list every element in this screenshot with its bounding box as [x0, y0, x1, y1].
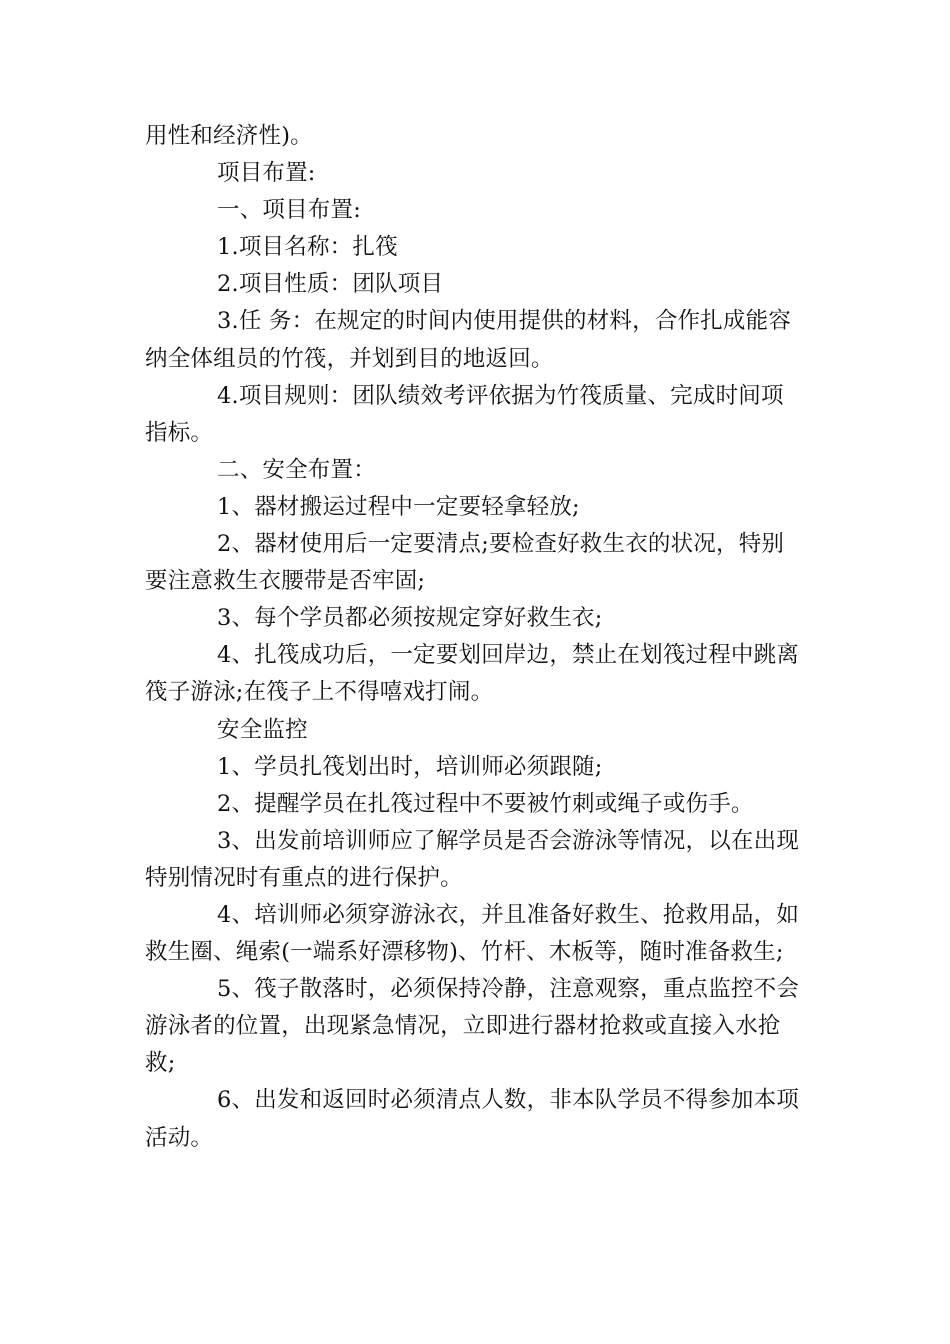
- list-item-monitoring-2: 2、提醒学员在扎筏过程中不要被竹刺或绳子或伤手。: [217, 790, 754, 817]
- list-item-project-nature: 2.项目性质：团队项目: [217, 271, 444, 298]
- list-item-monitoring-6: 6、出发和返回时必须清点人数，非本队学员不得参加本项活动。: [145, 1087, 800, 1151]
- section-heading-project-layout: 项目布置:: [217, 160, 316, 187]
- list-item-safety-4: 4、扎筏成功后，一定要划回岸边，禁止在划筏过程中跳离筏子游泳;在筏子上不得嘻戏打闹。: [145, 642, 800, 706]
- list-item-safety-1: 1、器材搬运过程中一定要轻拿轻放;: [217, 493, 580, 520]
- list-item-monitoring-4: 4、培训师必须穿游泳衣，并且准备好救生、抢救用品，如救生圈、绳索(一端系好漂移物)、竹杆、木板等，随时准备救生;: [145, 901, 800, 966]
- list-item-project-rules: 4.项目规则：团队绩效考评依据为竹筏质量、完成时间项指标。: [145, 382, 784, 446]
- list-item-monitoring-5: 5、筏子散落时，必须保持冷静，注意观察，重点监控不会游泳者的位置，出现紧急情况，立即进行器材抢救或直接入水抢救;: [145, 976, 800, 1077]
- paragraph-continuation: 用性和经济性)。: [145, 123, 313, 149]
- list-item-safety-3: 3、每个学员都必须按规定穿好救生衣;: [217, 605, 603, 632]
- section-heading-safety-monitoring: 安全监控: [217, 716, 308, 743]
- list-item-task: 3.任 务：在规定的时间内使用提供的材料，合作扎成能容纳全体组员的竹筏，并划到目的地返回。: [145, 308, 792, 372]
- list-item-monitoring-3: 3、出发前培训师应了解学员是否会游泳等情况，以在出现特别情况时有重点的进行保护。: [145, 827, 800, 891]
- subsection-heading-safety-layout: 二、安全布置：: [217, 456, 376, 483]
- document-body: [145, 118, 805, 1157]
- subsection-heading-project-layout: 一、项目布置:: [217, 197, 361, 224]
- list-item-project-name: 1.项目名称：扎筏: [217, 234, 398, 261]
- list-item-monitoring-1: 1、学员扎筏划出时，培训师必须跟随;: [217, 753, 603, 780]
- list-item-safety-2: 2、器材使用后一定要清点;要检查好救生衣的状况，特别要注意救生衣腰带是否牢固;: [145, 531, 785, 595]
